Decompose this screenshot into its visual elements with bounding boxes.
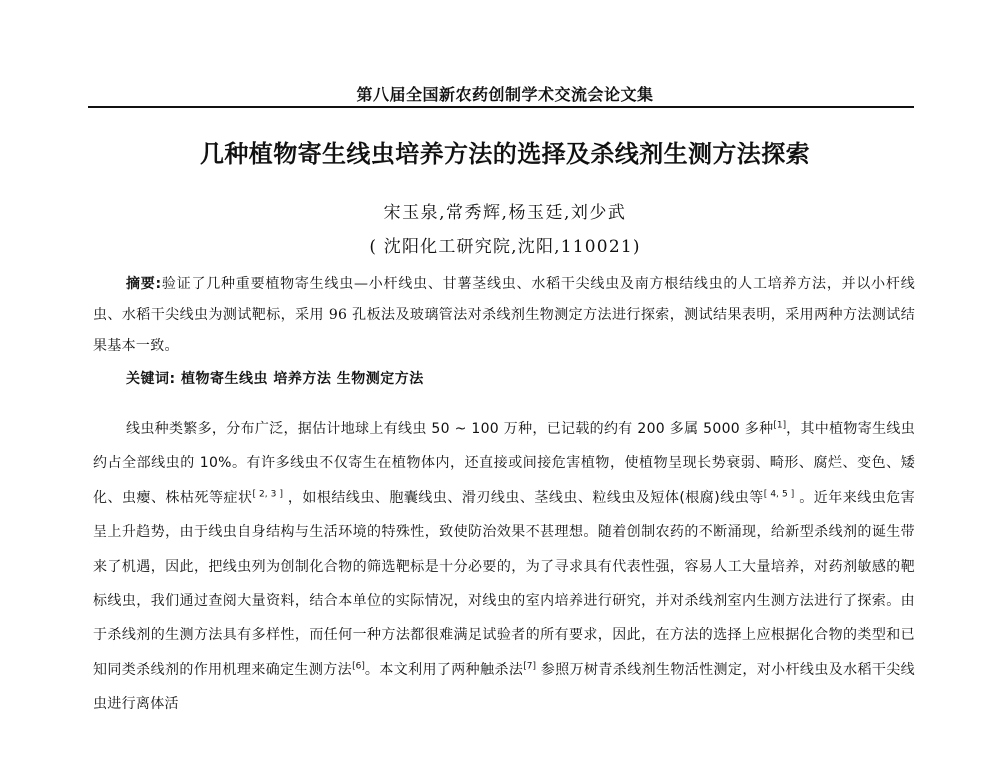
proceedings-header: 第八届全国新农药创制学术交流会论文集 (356, 85, 654, 104)
paper-title: 几种植物寄生线虫培养方法的选择及杀线剂生测方法探索 (200, 140, 810, 168)
keywords (126, 368, 916, 388)
citation-ref-1: [1] (773, 420, 787, 431)
author-affiliation: ( 沈阳化工研究院,沈阳,110021) (369, 237, 641, 257)
citation-ref-4-5: [ 4, 5 ] (763, 489, 795, 500)
citation-ref-6: [6] (352, 661, 365, 672)
abstract-text: 验证了几种重要植物寄生线虫—小杆线虫、甘薯茎线虫、水稻干尖线虫及南方根结线虫的人工培养方法，并以小杆线虫、水稻干尖线虫为测试靶标，采用 96 孔板法及玻璃管法对杀线剂生物测定方法进行探索，测试结果表明，采用两种方法测试结果基本一致。 (93, 276, 916, 354)
body-text-segment: 参照万树青杀线剂生物活性测定，对小杆线虫及水稻干尖线虫进行离体活 (93, 661, 915, 713)
body-paragraph (93, 412, 915, 722)
citation-ref-7: [7] (523, 661, 536, 672)
keywords-text: 植物寄生线虫 培养方法 生物测定方法 (180, 371, 424, 387)
abstract-label: 摘要: (126, 276, 162, 292)
body-text-segment: ，如根结线虫、胞囊线虫、滑刃线虫、茎线虫、粒线虫及短体(根腐)线虫等 (282, 489, 764, 506)
citation-ref-2-3: [ 2, 3 ] (252, 489, 283, 500)
body-text-segment: 。本文利用了两种触杀法 (364, 661, 524, 678)
keywords-label: 关键词: (126, 371, 176, 387)
body-text-segment: 。近年来线虫危害呈上升趋势，由于线虫自身结构与生活环境的特殊性，致使防治效果不甚理想。随着创制农药的不断涌现，给新型杀线剂的诞生带来了机遇，因此，把线虫列为创制化合物的筛选靶标是十分必要的，为了寻求具有代表性强，容易人工大量培养，对药剂敏感的靶标线虫，我们通过查阅大量资料，结合本单位的实际情况，对线虫的室内培养进行研究，并对杀线剂室内生测方法进行了探索。由于杀线剂的生测方法具有多样性，而任何一种方法都很难满足试验者的所有要求，因此，在方法的选择上应根据化合物的类型和已知同类杀线剂的作用机理来确定生测方法 (93, 489, 915, 678)
abstract (93, 269, 915, 362)
body-text-segment: ，其中植物寄生线虫约占全部线虫的 10%。有许多线虫不仅寄生在植物体内，还直接或间接危害植物，使植物呈现长势衰弱、畸形、腐烂、变色、矮化、虫瘿、株枯死等症状 (93, 421, 916, 506)
author-list: 宋玉泉,常秀辉,杨玉廷,刘少武 (383, 203, 627, 223)
header-rule (88, 106, 914, 108)
body-text-segment: 线虫种类繁多，分布广泛，据估计地球上有线虫 50 ~ 100 万种，已记载的约有 200 多属 5000 多种 (126, 421, 774, 437)
